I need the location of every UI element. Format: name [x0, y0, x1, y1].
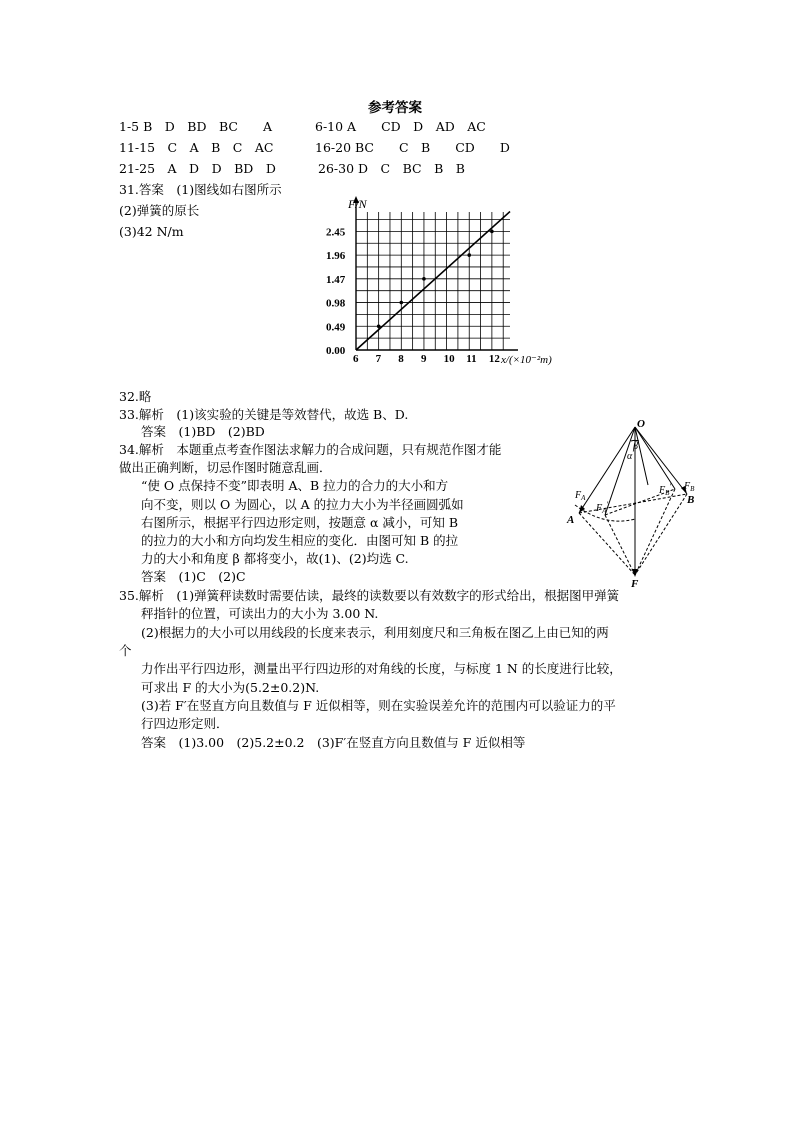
q33-line-1: 33.解析 (1)该实验的关键是等效替代，故选 B、D. [119, 407, 409, 422]
q34-line-3: “使 O 点保持不变”即表明 A、B 拉力的合力的大小和方 [141, 478, 449, 493]
q35-line-1: 35.解析 (1)弹簧秤读数时需要估读，最终的读数要以有效数字的形式给出，根据图甲弹簧 [119, 588, 620, 603]
data-point [490, 230, 494, 234]
y-tick-label: 2.45 [326, 226, 346, 239]
q35-line-5: 力作出平行四边形，测量出平行四边形的对角线的长度，与标度 1 N 的长度进行比较， [141, 661, 622, 676]
data-point [399, 301, 403, 305]
label-FA-inner: $F_A'$ [596, 500, 609, 515]
x-tick-label: 10 [443, 353, 455, 365]
label-alpha: α [627, 451, 633, 462]
graph-tick-labels [326, 226, 500, 365]
q34-line-5: 右图所示，根据平行四边形定则，按题意 α 减小，可知 B [141, 515, 459, 530]
graph-fit-line [356, 212, 510, 350]
y-tick-label: 1.47 [326, 273, 346, 286]
label-F: F [631, 578, 639, 587]
answer-row-2-right: 16-20 BC C B CD D [315, 140, 510, 155]
x-tick-label: 9 [420, 353, 427, 365]
x-tick-label: 11 [466, 353, 477, 365]
x-tick-label: 12 [488, 353, 500, 365]
label-A: A [567, 514, 575, 526]
answer-row-2-left: 11-15 C A B C AC [119, 140, 274, 155]
label-beta: β [633, 441, 638, 452]
q33-answer: 答案 (1)BD (2)BD [141, 424, 265, 439]
data-point [377, 324, 381, 328]
y-tick-label: 0.98 [326, 297, 346, 310]
q34-line-4: 向不变，则以 O 为圆心，以 A 的拉力大小为半径画圆弧如 [141, 497, 464, 512]
data-point [467, 253, 471, 257]
spring-force-graph [320, 192, 580, 372]
label-B: B [687, 494, 695, 506]
ray-O-FB2 [635, 427, 675, 489]
x-tick-label: 6 [353, 353, 359, 365]
q35-line-8: 行四边形定则． [141, 716, 229, 731]
q35-line-3: (2)根据力的大小可以用线段的长度来表示，利用刻度尺和三角板在图乙上由已知的两 [141, 625, 609, 640]
q34-line-1: 34.解析 本题重点考查作图法求解力的合成问题，只有规范作图才能 [119, 442, 502, 457]
q35-line-2: 秤指针的位置，可读出力的大小为 3.00 N. [141, 606, 379, 621]
y-tick-label: 1.96 [326, 250, 346, 263]
y-axis-label: F/N [348, 197, 367, 211]
answer-row-1-right: 6-10 A CD D AD AC [315, 119, 486, 134]
label-O: O [637, 418, 645, 430]
page-title: 参考答案 [368, 100, 422, 116]
fit-line [356, 212, 510, 350]
q31-line-1: 31.答案 (1)图线如右图所示 [119, 182, 282, 197]
q35-line-6: 可求出 F 的大小为(5.2±0.2)N. [141, 680, 320, 695]
x-axis-label: x/(×10⁻²m) [501, 354, 552, 366]
q31-line-3: (3)42 N/m [119, 224, 184, 239]
q35-answer: 答案 (1)3.00 (2)5.2±0.2 (3)F′在竖直方向且数值与 F 近似相等 [141, 735, 526, 750]
label-FB-inner: $F_B'$ [659, 482, 672, 497]
x-tick-label: 8 [398, 353, 404, 365]
label-FA-outer: $F_A$ [575, 490, 586, 502]
data-point [422, 277, 426, 281]
x-tick-label: 7 [375, 353, 382, 365]
answer-row-3-right: 26-30 D C BC B B [318, 161, 465, 176]
force-diagram [565, 415, 700, 587]
q34-line-6: 的拉力的大小和方向均发生相应的变化．由图可知 B 的拉 [141, 533, 459, 548]
q35-line-4: 个 [119, 643, 132, 658]
answer-row-3-left: 21-25 A D D BD D [119, 161, 276, 176]
q35-line-7: (3)若 F′在竖直方向且数值与 F 近似相等，则在实验误差允许的范围内可以验证力的平 [141, 698, 616, 713]
y-tick-label: 0.49 [326, 321, 346, 334]
label-FB-outer: $F_B$ [684, 481, 695, 493]
ray-O-FA2 [605, 427, 635, 515]
q34-answer: 答案 (1)C (2)C [141, 569, 246, 584]
answer-row-1-left: 1-5 B D BD BC A [119, 119, 273, 134]
q34-line-7: 力的大小和角度 β 都将变小，故(1)、(2)均选 C. [141, 551, 409, 566]
q32-line: 32.略 [119, 389, 152, 404]
q31-line-2: (2)弹簧的原长 [119, 203, 200, 218]
q34-line-2: 做出正确判断，切忌作图时随意乱画． [119, 460, 332, 475]
y-tick-label: 0.00 [326, 345, 346, 357]
